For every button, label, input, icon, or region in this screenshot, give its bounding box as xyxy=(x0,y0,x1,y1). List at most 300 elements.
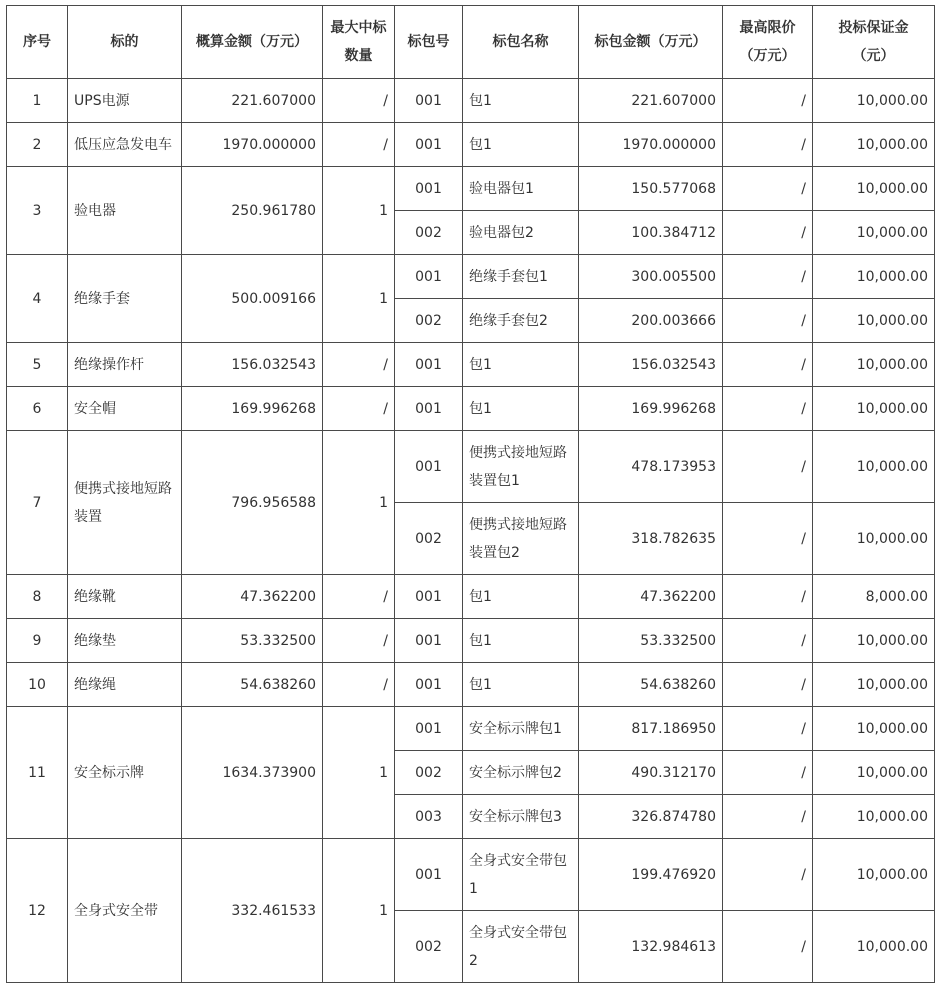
cell-pkg-amount-text: 156.032543 xyxy=(631,356,716,373)
cell-max-limit-text: / xyxy=(801,136,806,153)
cell-max-limit xyxy=(723,911,813,983)
cell-item xyxy=(68,255,182,343)
cell-max-win-text: / xyxy=(383,136,388,153)
cell-pkg-name-text: 全身式安全带包 xyxy=(469,852,567,869)
cell-max-win-text: / xyxy=(383,400,388,417)
cell-budget-text: 1634.373900 xyxy=(222,764,316,781)
cell-pkg-amount-text: 221.607000 xyxy=(631,92,716,109)
cell-max-limit xyxy=(723,795,813,839)
cell-pkg-no xyxy=(395,299,463,343)
cell-pkg-name xyxy=(463,123,579,167)
table-row xyxy=(7,79,935,123)
cell-budget xyxy=(182,663,323,707)
cell-pkg-amount xyxy=(579,839,723,911)
cell-item-text: 便携式接地短路 xyxy=(74,480,172,497)
cell-pkg-name xyxy=(463,751,579,795)
cell-item xyxy=(68,431,182,575)
cell-pkg-amount xyxy=(579,619,723,663)
cell-pkg-name xyxy=(463,707,579,751)
cell-item xyxy=(68,663,182,707)
cell-pkg-amount-text: 132.984613 xyxy=(631,938,716,955)
cell-deposit xyxy=(813,343,935,387)
cell-max-win xyxy=(323,839,395,983)
table-row xyxy=(7,707,935,751)
header-max-limit-line2: （万元） xyxy=(739,48,796,64)
cell-pkg-amount xyxy=(579,299,723,343)
cell-pkg-name xyxy=(463,619,579,663)
cell-deposit xyxy=(813,123,935,167)
cell-pkg-amount xyxy=(579,503,723,575)
cell-seq xyxy=(7,839,68,983)
cell-pkg-amount-text: 53.332500 xyxy=(640,632,716,649)
table-row xyxy=(7,619,935,663)
cell-pkg-no xyxy=(395,343,463,387)
cell-budget xyxy=(182,79,323,123)
cell-budget-text: 54.638260 xyxy=(240,676,316,693)
cell-seq xyxy=(7,387,68,431)
cell-max-limit xyxy=(723,503,813,575)
cell-budget-text: 250.961780 xyxy=(231,202,316,219)
cell-max-win-text: 1 xyxy=(379,902,388,919)
cell-item-text: 绝缘绳 xyxy=(74,676,116,693)
cell-pkg-no-text: 001 xyxy=(415,400,442,417)
cell-budget-text: 47.362200 xyxy=(240,588,316,605)
cell-item-text: 绝缘垫 xyxy=(74,632,116,649)
cell-budget-text: 221.607000 xyxy=(231,92,316,109)
cell-max-limit xyxy=(723,79,813,123)
header-pkg-no: 标包号 xyxy=(395,6,463,79)
cell-pkg-no xyxy=(395,503,463,575)
cell-budget-text: 1970.000000 xyxy=(222,136,316,153)
cell-deposit xyxy=(813,79,935,123)
cell-max-limit xyxy=(723,255,813,299)
cell-seq xyxy=(7,343,68,387)
cell-max-limit xyxy=(723,619,813,663)
cell-pkg-no-text: 001 xyxy=(415,180,442,197)
cell-pkg-no xyxy=(395,619,463,663)
cell-budget xyxy=(182,575,323,619)
cell-pkg-amount xyxy=(579,663,723,707)
cell-pkg-amount-text: 478.173953 xyxy=(631,458,716,475)
cell-budget xyxy=(182,343,323,387)
cell-max-limit xyxy=(723,707,813,751)
cell-seq-text: 4 xyxy=(32,290,42,307)
cell-pkg-amount xyxy=(579,211,723,255)
cell-deposit-text: 10,000.00 xyxy=(856,720,928,737)
cell-pkg-no xyxy=(395,707,463,751)
cell-pkg-no xyxy=(395,751,463,795)
cell-item-text-line2: 装置 xyxy=(74,508,102,525)
header-budget: 概算金额（万元） xyxy=(182,6,323,79)
cell-max-limit-text: / xyxy=(801,588,806,605)
cell-max-limit-text: / xyxy=(801,720,806,737)
cell-pkg-amount xyxy=(579,387,723,431)
cell-pkg-name xyxy=(463,79,579,123)
cell-seq xyxy=(7,431,68,575)
cell-seq-text: 7 xyxy=(32,494,42,511)
cell-pkg-name xyxy=(463,299,579,343)
cell-pkg-no-text: 001 xyxy=(415,268,442,285)
cell-deposit-text: 8,000.00 xyxy=(865,588,928,605)
cell-max-limit xyxy=(723,123,813,167)
cell-budget xyxy=(182,167,323,255)
cell-pkg-no xyxy=(395,79,463,123)
cell-seq xyxy=(7,79,68,123)
header-max-limit-line1: 最高限价 xyxy=(739,20,796,36)
cell-max-limit-text: / xyxy=(801,458,806,475)
cell-max-win xyxy=(323,619,395,663)
cell-pkg-no-text: 002 xyxy=(415,938,442,955)
cell-budget xyxy=(182,431,323,575)
cell-pkg-no xyxy=(395,167,463,211)
cell-pkg-name-text-line2: 2 xyxy=(469,952,478,969)
table-body xyxy=(7,79,935,983)
cell-pkg-name-text: 便携式接地短路 xyxy=(469,516,567,533)
cell-max-limit xyxy=(723,387,813,431)
cell-item-text: 绝缘操作杆 xyxy=(74,356,144,373)
cell-pkg-amount-text: 54.638260 xyxy=(640,676,716,693)
cell-pkg-no xyxy=(395,839,463,911)
cell-deposit-text: 10,000.00 xyxy=(856,356,928,373)
cell-max-limit xyxy=(723,211,813,255)
cell-item xyxy=(68,167,182,255)
cell-seq-text: 2 xyxy=(32,136,42,153)
cell-seq-text: 8 xyxy=(32,588,42,605)
cell-pkg-amount xyxy=(579,911,723,983)
cell-pkg-no xyxy=(395,795,463,839)
cell-max-limit xyxy=(723,343,813,387)
cell-deposit-text: 10,000.00 xyxy=(856,764,928,781)
cell-item-text: UPS电源 xyxy=(74,92,130,109)
cell-pkg-no xyxy=(395,387,463,431)
cell-max-limit-text: / xyxy=(801,764,806,781)
cell-seq xyxy=(7,707,68,839)
cell-pkg-name-text: 包1 xyxy=(469,632,492,649)
cell-pkg-name-text: 包1 xyxy=(469,136,492,153)
cell-seq-text: 1 xyxy=(32,92,42,109)
cell-pkg-amount xyxy=(579,79,723,123)
cell-item-text: 绝缘靴 xyxy=(74,588,116,605)
cell-max-limit xyxy=(723,663,813,707)
cell-deposit-text: 10,000.00 xyxy=(856,458,928,475)
cell-deposit-text: 10,000.00 xyxy=(856,180,928,197)
cell-pkg-no xyxy=(395,575,463,619)
cell-pkg-amount-text: 817.186950 xyxy=(631,720,716,737)
cell-pkg-amount-text: 300.005500 xyxy=(631,268,716,285)
cell-max-limit-text: / xyxy=(801,224,806,241)
cell-pkg-name xyxy=(463,387,579,431)
table-row xyxy=(7,123,935,167)
cell-pkg-name xyxy=(463,795,579,839)
table-row xyxy=(7,255,935,299)
table-row xyxy=(7,431,935,503)
cell-pkg-no xyxy=(395,911,463,983)
cell-pkg-amount-text: 199.476920 xyxy=(631,866,716,883)
header-pkg-name: 标包名称 xyxy=(463,6,579,79)
cell-deposit xyxy=(813,619,935,663)
cell-pkg-amount-text: 318.782635 xyxy=(631,530,716,547)
cell-pkg-name-text: 安全标示牌包2 xyxy=(469,764,562,781)
cell-max-win xyxy=(323,431,395,575)
cell-pkg-no-text: 002 xyxy=(415,530,442,547)
cell-budget xyxy=(182,123,323,167)
cell-deposit xyxy=(813,255,935,299)
cell-budget-text: 156.032543 xyxy=(231,356,316,373)
cell-pkg-amount xyxy=(579,575,723,619)
cell-max-win-text: 1 xyxy=(379,202,388,219)
cell-pkg-name xyxy=(463,343,579,387)
cell-pkg-no-text: 002 xyxy=(415,312,442,329)
cell-pkg-no-text: 001 xyxy=(415,356,442,373)
table-row xyxy=(7,575,935,619)
cell-deposit-text: 10,000.00 xyxy=(856,632,928,649)
cell-max-win-text: / xyxy=(383,92,388,109)
cell-max-win-text: / xyxy=(383,676,388,693)
cell-pkg-no xyxy=(395,663,463,707)
table-row xyxy=(7,343,935,387)
cell-deposit xyxy=(813,387,935,431)
cell-pkg-name xyxy=(463,167,579,211)
cell-deposit-text: 10,000.00 xyxy=(856,400,928,417)
header-deposit-line2: （元） xyxy=(852,48,895,64)
cell-deposit-text: 10,000.00 xyxy=(856,808,928,825)
cell-deposit xyxy=(813,795,935,839)
header-max-win-line2: 数量 xyxy=(344,48,373,64)
cell-max-limit-text: / xyxy=(801,268,806,285)
cell-max-limit-text: / xyxy=(801,866,806,883)
cell-budget xyxy=(182,619,323,663)
cell-item-text: 绝缘手套 xyxy=(74,290,130,307)
cell-deposit-text: 10,000.00 xyxy=(856,224,928,241)
cell-item xyxy=(68,387,182,431)
cell-pkg-amount-text: 47.362200 xyxy=(640,588,716,605)
table-row xyxy=(7,387,935,431)
cell-deposit-text: 10,000.00 xyxy=(856,312,928,329)
cell-max-win-text: / xyxy=(383,588,388,605)
cell-pkg-no-text: 001 xyxy=(415,632,442,649)
cell-max-win xyxy=(323,343,395,387)
cell-max-limit-text: / xyxy=(801,632,806,649)
cell-pkg-name-text: 便携式接地短路 xyxy=(469,444,567,461)
cell-pkg-amount xyxy=(579,343,723,387)
cell-seq-text: 5 xyxy=(32,356,42,373)
cell-deposit-text: 10,000.00 xyxy=(856,136,928,153)
cell-pkg-name xyxy=(463,911,579,983)
cell-pkg-name xyxy=(463,431,579,503)
table-row xyxy=(7,167,935,211)
cell-deposit xyxy=(813,663,935,707)
cell-budget-text: 53.332500 xyxy=(240,632,316,649)
cell-pkg-no xyxy=(395,431,463,503)
cell-pkg-amount xyxy=(579,431,723,503)
cell-max-limit xyxy=(723,751,813,795)
cell-max-win xyxy=(323,387,395,431)
cell-pkg-no xyxy=(395,255,463,299)
cell-item-text: 安全帽 xyxy=(74,400,116,417)
cell-pkg-no-text: 001 xyxy=(415,866,442,883)
cell-deposit xyxy=(813,751,935,795)
cell-deposit-text: 10,000.00 xyxy=(856,938,928,955)
cell-max-limit xyxy=(723,431,813,503)
cell-pkg-amount-text: 490.312170 xyxy=(631,764,716,781)
cell-pkg-no-text: 002 xyxy=(415,224,442,241)
cell-pkg-amount-text: 100.384712 xyxy=(631,224,716,241)
cell-max-limit-text: / xyxy=(801,92,806,109)
cell-item xyxy=(68,839,182,983)
cell-pkg-no-text: 001 xyxy=(415,136,442,153)
cell-deposit xyxy=(813,299,935,343)
cell-budget-text: 796.956588 xyxy=(231,494,316,511)
cell-deposit-text: 10,000.00 xyxy=(856,530,928,547)
cell-max-win xyxy=(323,167,395,255)
cell-seq xyxy=(7,663,68,707)
header-deposit-line1: 投标保证金 xyxy=(838,20,909,36)
cell-pkg-name-text: 包1 xyxy=(469,400,492,417)
cell-deposit xyxy=(813,167,935,211)
cell-pkg-name-text: 验电器包2 xyxy=(469,224,534,241)
header-deposit xyxy=(813,6,935,79)
cell-pkg-name xyxy=(463,503,579,575)
header-max-win-line1: 最大中标 xyxy=(330,20,387,36)
cell-pkg-amount-text: 326.874780 xyxy=(631,808,716,825)
cell-pkg-name-text: 全身式安全带包 xyxy=(469,924,567,941)
cell-item xyxy=(68,575,182,619)
cell-max-win-text: 1 xyxy=(379,764,388,781)
cell-max-limit-text: / xyxy=(801,676,806,693)
cell-seq xyxy=(7,619,68,663)
cell-item xyxy=(68,707,182,839)
header-pkg-amount: 标包金额（万元） xyxy=(579,6,723,79)
cell-max-limit-text: / xyxy=(801,312,806,329)
cell-item xyxy=(68,123,182,167)
cell-pkg-name-text-line2: 装置包1 xyxy=(469,472,520,489)
cell-max-limit-text: / xyxy=(801,356,806,373)
cell-seq xyxy=(7,167,68,255)
cell-max-win xyxy=(323,123,395,167)
cell-max-limit xyxy=(723,167,813,211)
cell-pkg-no-text: 001 xyxy=(415,588,442,605)
cell-max-limit-text: / xyxy=(801,400,806,417)
cell-seq-text: 10 xyxy=(28,676,46,693)
cell-max-limit xyxy=(723,839,813,911)
cell-deposit-text: 10,000.00 xyxy=(856,92,928,109)
cell-pkg-name-text: 安全标示牌包3 xyxy=(469,808,562,825)
cell-pkg-amount xyxy=(579,123,723,167)
cell-item-text: 验电器 xyxy=(74,202,116,219)
cell-budget-text: 169.996268 xyxy=(231,400,316,417)
header-item: 标的 xyxy=(68,6,182,79)
header-row xyxy=(7,6,935,79)
cell-pkg-amount-text: 169.996268 xyxy=(631,400,716,417)
cell-pkg-name-text: 包1 xyxy=(469,588,492,605)
cell-pkg-amount xyxy=(579,707,723,751)
cell-max-win-text: 1 xyxy=(379,494,388,511)
cell-max-limit xyxy=(723,299,813,343)
cell-pkg-no-text: 001 xyxy=(415,676,442,693)
cell-deposit-text: 10,000.00 xyxy=(856,866,928,883)
cell-pkg-name xyxy=(463,575,579,619)
cell-seq-text: 9 xyxy=(32,632,42,649)
cell-deposit xyxy=(813,911,935,983)
cell-item xyxy=(68,343,182,387)
cell-max-limit-text: / xyxy=(801,180,806,197)
cell-max-win xyxy=(323,575,395,619)
cell-deposit-text: 10,000.00 xyxy=(856,268,928,285)
cell-pkg-name xyxy=(463,211,579,255)
cell-pkg-no-text: 002 xyxy=(415,764,442,781)
cell-seq xyxy=(7,255,68,343)
cell-max-win xyxy=(323,663,395,707)
cell-deposit xyxy=(813,839,935,911)
cell-seq xyxy=(7,123,68,167)
cell-pkg-name xyxy=(463,839,579,911)
cell-deposit xyxy=(813,431,935,503)
cell-max-limit xyxy=(723,575,813,619)
cell-max-win-text: / xyxy=(383,632,388,649)
cell-budget-text: 500.009166 xyxy=(231,290,316,307)
cell-seq-text: 6 xyxy=(32,400,42,417)
cell-pkg-no xyxy=(395,123,463,167)
cell-pkg-name-text-line2: 装置包2 xyxy=(469,544,520,561)
cell-pkg-name-text: 包1 xyxy=(469,676,492,693)
cell-max-limit-text: / xyxy=(801,938,806,955)
cell-item-text: 低压应急发电车 xyxy=(74,136,172,153)
cell-pkg-amount-text: 150.577068 xyxy=(631,180,716,197)
cell-max-limit-text: / xyxy=(801,530,806,547)
cell-budget xyxy=(182,255,323,343)
cell-pkg-amount xyxy=(579,255,723,299)
cell-pkg-amount-text: 200.003666 xyxy=(631,312,716,329)
cell-deposit xyxy=(813,707,935,751)
cell-budget-text: 332.461533 xyxy=(231,902,316,919)
cell-pkg-no-text: 001 xyxy=(415,720,442,737)
cell-max-win xyxy=(323,707,395,839)
cell-pkg-amount-text: 1970.000000 xyxy=(622,136,716,153)
cell-item xyxy=(68,79,182,123)
cell-pkg-amount xyxy=(579,167,723,211)
cell-pkg-name xyxy=(463,663,579,707)
cell-pkg-name-text: 绝缘手套包2 xyxy=(469,312,548,329)
cell-budget xyxy=(182,839,323,983)
cell-pkg-no xyxy=(395,211,463,255)
cell-pkg-no-text: 003 xyxy=(415,808,442,825)
header-max-limit xyxy=(723,6,813,79)
cell-max-limit-text: / xyxy=(801,808,806,825)
cell-max-win-text: / xyxy=(383,356,388,373)
header-seq: 序号 xyxy=(7,6,68,79)
cell-deposit xyxy=(813,575,935,619)
cell-pkg-no-text: 001 xyxy=(415,92,442,109)
cell-seq-text: 11 xyxy=(28,764,46,781)
bid-table xyxy=(6,5,935,983)
cell-budget xyxy=(182,707,323,839)
cell-deposit xyxy=(813,503,935,575)
cell-pkg-amount xyxy=(579,751,723,795)
cell-max-win xyxy=(323,255,395,343)
cell-pkg-amount xyxy=(579,795,723,839)
cell-item-text: 全身式安全带 xyxy=(74,902,158,919)
cell-deposit xyxy=(813,211,935,255)
cell-pkg-name-text: 包1 xyxy=(469,356,492,373)
table-row xyxy=(7,663,935,707)
cell-max-win-text: 1 xyxy=(379,290,388,307)
cell-pkg-no-text: 001 xyxy=(415,458,442,475)
table-row xyxy=(7,839,935,911)
cell-pkg-name-text: 安全标示牌包1 xyxy=(469,720,562,737)
cell-budget xyxy=(182,387,323,431)
cell-pkg-name-text: 验电器包1 xyxy=(469,180,534,197)
cell-seq xyxy=(7,575,68,619)
